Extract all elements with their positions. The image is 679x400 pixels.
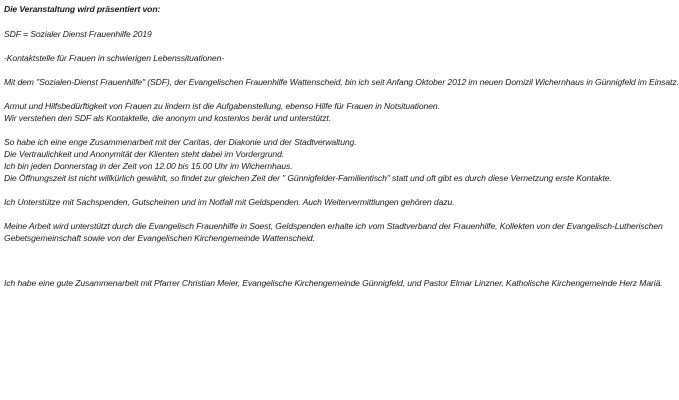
tagline: -Kontaktstelle für Frauen in schwierigen Lebenssituationen-: [4, 53, 225, 63]
document-heading: Die Veranstaltung wird präsentiert von:: [4, 4, 161, 14]
cooperation-line-2: Die Vertraulichkeit und Anonymität der Klienten steht dabei im Vordergrund.: [4, 149, 285, 159]
partners-paragraph: Ich habe eine gute Zusammenarbeit mit Pfarrer Christian Meier, Evangelische Kirchengemeinde Günnigfeld, und Pastor Elmar Linzner, Katholische Kirchengemeinde Herz Mariä.: [4, 278, 663, 288]
opening-reason-line: Die Öffnungszeit ist nicht willkürlich gewählt, so findet zur gleichen Zeit der " Günnigfelder-Familientisch" statt und oft gibt es durch diese Vernetzung erste Kontakte.: [4, 173, 612, 183]
sdf-line: SDF = Sozialer Dienst Frauenhilfe 2019: [4, 29, 152, 39]
mission-line-2: Wir verstehen den SDF als Kontaktelle, die anonym und kostenlos berät und unterstützt.: [4, 113, 331, 123]
intro-paragraph: Mit dem "Sozialen-Dienst Frauenhilfe" (SDF), der Evangelischen Frauenhilfe Wattenscheid, bin ich seit Anfang Oktober 2012 im neuen Domizil Wichernhaus in Günnigfeld im Einsatz.: [4, 77, 679, 87]
mission-line-1: Armut und Hilfsbedürftigkeit von Frauen zu lindern ist die Aufgabenstellung, ebenso Hilfe für Frauen in Notsituationen.: [4, 101, 440, 111]
support-paragraph: Ich Unterstütze mit Sachspenden, Gutscheinen und im Notfall mit Geldspenden. Auch Weitervermittlungen gehören dazu.: [4, 197, 455, 207]
opening-hours-line: Ich bin jeden Donnerstag in der Zeit von 12.00 bis 15.00 Uhr im Wichernhaus.: [4, 161, 293, 171]
funding-line-1: Meine Arbeit wird unterstützt durch die Evangelisch Frauenhilfe in Soest, Geldspenden erhalte ich vom Stadtverband der Frauenhilfe, Kollekten von der Evangelisch-Lutherischen: [4, 221, 663, 231]
cooperation-line-1: So habe ich eine enge Zusammenarbeit mit der Caritas, der Diakonie und der Stadtverwaltung.: [4, 137, 357, 147]
funding-line-2: Gebetsgemeinschaft sowie von der Evangelischen Kirchengemeinde Wattenscheid.: [4, 233, 315, 243]
document-body: [4, 3, 679, 289]
